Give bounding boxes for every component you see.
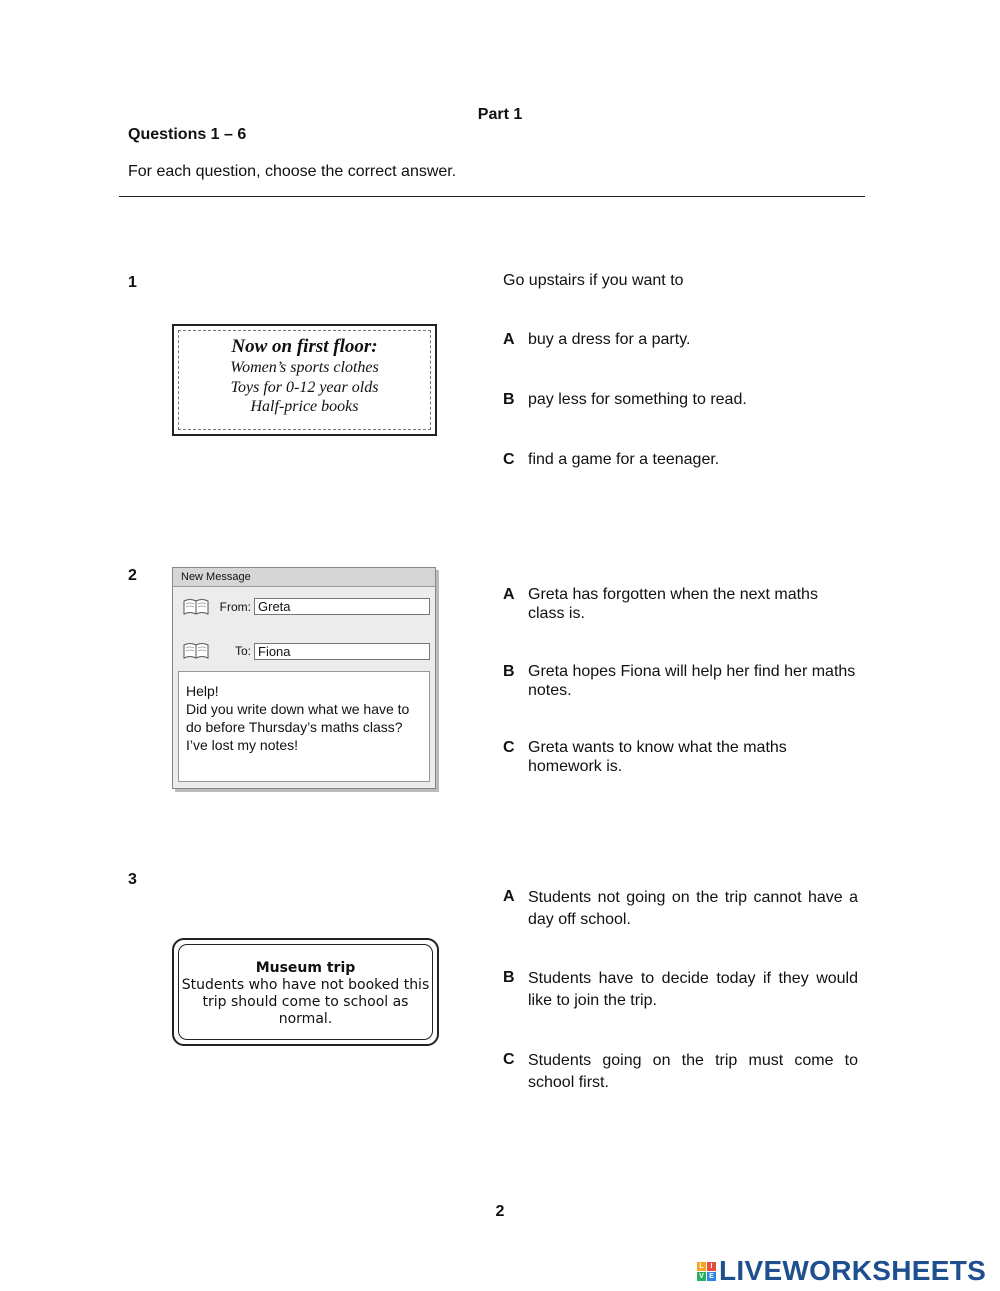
option-letter: C <box>503 739 515 756</box>
email-body-line: do before Thursday’s maths class? <box>186 719 403 735</box>
option-text: Greta hopes Fiona will help her find her maths notes. <box>528 663 856 699</box>
question-2-option-c[interactable] <box>503 738 858 776</box>
brand-block: L <box>697 1262 706 1271</box>
book-icon <box>183 642 209 660</box>
option-text: Greta has forgotten when the next maths class is. <box>528 586 818 622</box>
from-field: Greta <box>254 598 430 615</box>
questions-range: Questions 1 – 6 <box>128 126 247 143</box>
option-text: find a game for a teenager. <box>528 451 720 468</box>
question-3-option-b[interactable] <box>503 968 858 1012</box>
question-3-option-c[interactable] <box>503 1050 858 1094</box>
question-1-stem: Go upstairs if you want to <box>503 272 684 289</box>
notice-line: trip should come to school as <box>202 994 409 1010</box>
option-letter: B <box>503 663 515 680</box>
question-1-number: 1 <box>128 274 137 291</box>
page-number: 2 <box>495 1203 505 1220</box>
option-letter: C <box>503 451 515 468</box>
to-field: Fiona <box>254 643 430 660</box>
question-1-option-a[interactable] <box>503 330 858 349</box>
question-2-number: 2 <box>128 567 137 584</box>
brand-blocks-icon <box>697 1262 716 1281</box>
brand-block: V <box>697 1272 706 1281</box>
email-body-line: I’ve lost my notes! <box>186 737 299 753</box>
question-3-option-a[interactable] <box>503 887 858 931</box>
notice-line: Students who have not booked this <box>181 977 430 993</box>
brand-logo[interactable] <box>697 1255 986 1287</box>
to-label: To: <box>234 644 251 658</box>
option-letter: C <box>503 1051 515 1068</box>
option-letter: B <box>503 969 515 986</box>
option-text: Greta wants to know what the maths homework is. <box>528 739 787 775</box>
book-icon <box>183 598 209 616</box>
option-text: pay less for something to read. <box>528 391 747 408</box>
option-text: Students not going on the trip cannot have a day off school. <box>528 889 858 928</box>
option-letter: A <box>503 331 515 348</box>
notice-heading: Now on first floor: <box>231 336 378 357</box>
from-label: From: <box>219 600 251 614</box>
notice-line: Toys for 0-12 year olds <box>230 378 379 396</box>
option-letter: A <box>503 888 515 905</box>
option-text: Students going on the trip must come to school first. <box>528 1052 858 1091</box>
email-title: New Message <box>173 568 435 587</box>
notice-line: Half-price books <box>250 398 359 415</box>
email-body-line: Help! <box>186 683 219 699</box>
option-letter: B <box>503 391 515 408</box>
question-2-option-a[interactable] <box>503 585 858 623</box>
email-window <box>172 567 436 789</box>
instructions: For each question, choose the correct answer. <box>128 163 457 180</box>
store-notice <box>172 324 437 436</box>
question-1-option-b[interactable] <box>503 390 858 409</box>
divider <box>119 196 865 197</box>
notice-line: normal. <box>278 1011 333 1027</box>
question-3-number: 3 <box>128 871 137 888</box>
option-text: Students have to decide today if they would like to join the trip. <box>528 970 858 1009</box>
notice-line: Women’s sports clothes <box>230 359 379 376</box>
email-body <box>178 671 430 782</box>
notice-heading: Museum trip <box>255 960 356 976</box>
brand-block: E <box>707 1272 716 1281</box>
option-text: buy a dress for a party. <box>528 331 691 348</box>
brand-name: LIVEWORKSHEETS <box>719 1255 987 1286</box>
museum-notice <box>172 938 439 1046</box>
option-letter: A <box>503 586 515 603</box>
email-body-line: Did you write down what we have to <box>186 701 410 717</box>
part-title: Part 1 <box>477 106 523 123</box>
question-2-option-b[interactable] <box>503 662 858 700</box>
question-1-option-c[interactable] <box>503 450 858 469</box>
brand-block: I <box>707 1262 716 1271</box>
